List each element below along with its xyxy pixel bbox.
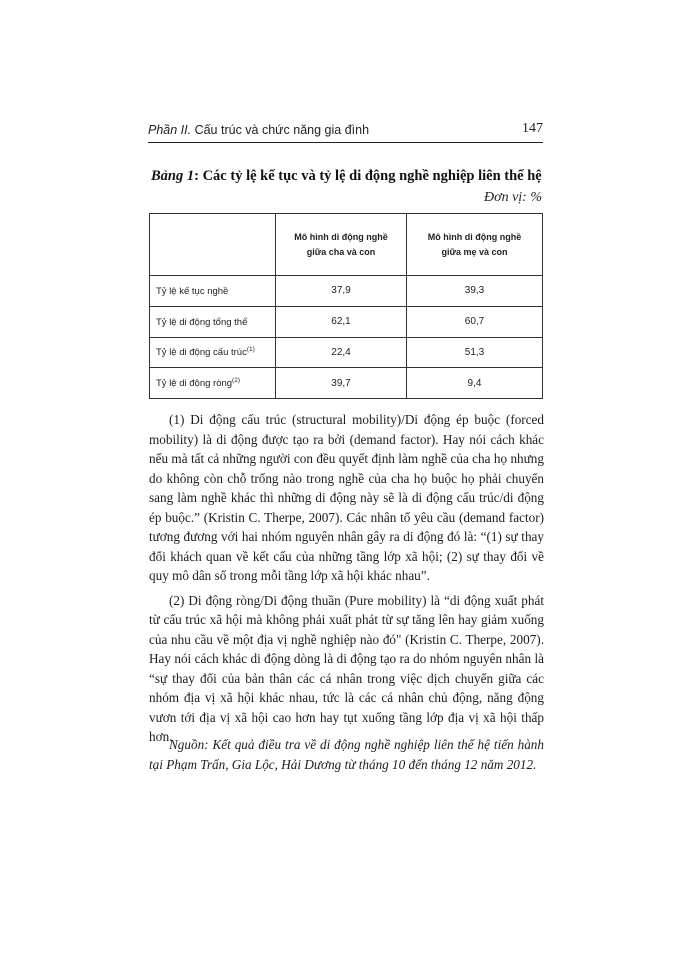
header-title: Cấu trúc và chức năng gia đình: [194, 123, 370, 137]
table-header-father: Mô hình di động nghề giữa cha và con: [276, 214, 407, 276]
row-label: Tỷ lệ kế tục nghề: [150, 276, 276, 307]
row-label: Tỷ lệ di động ròng$^{(2)}$: [150, 368, 276, 399]
table-unit: Đơn vị: %: [483, 190, 542, 205]
paragraph-pure-mobility: (2) Di động ròng/Di động thuần (Pure mobility) là “di động xuất phát từ cấu trúc xã hội mà không phải xuất phát từ sự tăng lên hay giảm xuống của nhu cầu về một địa vị nghề nghiệp nào đó" (Kristin C. Therpe, 2007). Hay nói cách khác di động dòng là di động tạo ra do nhóm nguyên nhân là “sự thay đổi của bản thân các cá nhân trong việc dịch chuyển giữa các nhóm địa vị xã hội khác nhau, tức là các cá nhân chủ động, năng động vươn tới địa vị xã hội cao hơn hay tụt xuống tầng lớp địa vị xã hội thấp hơn.: [149, 592, 544, 744]
table-row: [150, 306, 543, 337]
body-text: [149, 410, 544, 752]
table-row: [150, 276, 543, 307]
mother-value: 39,3: [407, 276, 543, 307]
mother-value: 51,3: [407, 337, 543, 368]
table-header-mother: Mô hình di động nghề giữa mẹ và con: [407, 214, 543, 276]
header-section-title: [148, 123, 369, 137]
mother-value: 60,7: [407, 306, 543, 337]
father-value: 37,9: [276, 276, 407, 307]
table-row: [150, 337, 543, 368]
mother-value: 9,4: [407, 368, 543, 399]
father-value: 62,1: [276, 306, 407, 337]
table-caption-label: Bảng 1: [151, 168, 195, 184]
table-row: [150, 368, 543, 399]
table-caption: [151, 168, 546, 185]
table-caption-text: : Các tỷ lệ kế tục và tỷ lệ di động nghề nghiệp liên thế hệ: [194, 168, 542, 184]
header-part: Phần II.: [148, 123, 192, 137]
father-value: 39,7: [276, 368, 407, 399]
running-header: [148, 120, 543, 143]
father-value: 22,4: [276, 337, 407, 368]
table-header-empty: [150, 214, 276, 276]
mobility-table: [149, 213, 543, 399]
page-number: 147: [522, 121, 543, 136]
source-note: Nguồn: Kết quả điều tra về di động nghề nghiệp liên thế hệ tiến hành tại Phạm Trấn, Gia Lộc, Hải Dương từ tháng 10 đến tháng 12 năm 2012.: [149, 737, 544, 772]
table-header-row: [150, 214, 543, 276]
row-label: Tỷ lệ di động cấu trúc$^{(1)}$: [150, 337, 276, 368]
paragraph-structural-mobility: (1) Di động cấu trúc (structural mobility)/Di động ép buộc (forced mobility) là di động được tạo ra bởi (demand factor). Hay nói cách khác nếu mà tất cả những người con đều quyết định làm nghề của cha họ nhưng do không còn chỗ trống nào trong nghề của cha họ buộc họ phải chuyển sang làm nghề khác thì những di động này sẽ là di động cấu trúc/di động ép buộc.” (Kristin C. Therpe, 2007). Các nhân tố yêu cầu (demand factor) tương đương với hai nhóm nguyên nhân gây ra di động đó là: “(1) sự thay đổi khách quan về kết cấu của những tầng lớp xã hội; (2) sự thay đổi về quy mô dân số trong mỗi tầng lớp xã hội khác nhau”.: [149, 412, 544, 583]
row-label: Tỷ lệ di động tổng thể: [150, 306, 276, 337]
